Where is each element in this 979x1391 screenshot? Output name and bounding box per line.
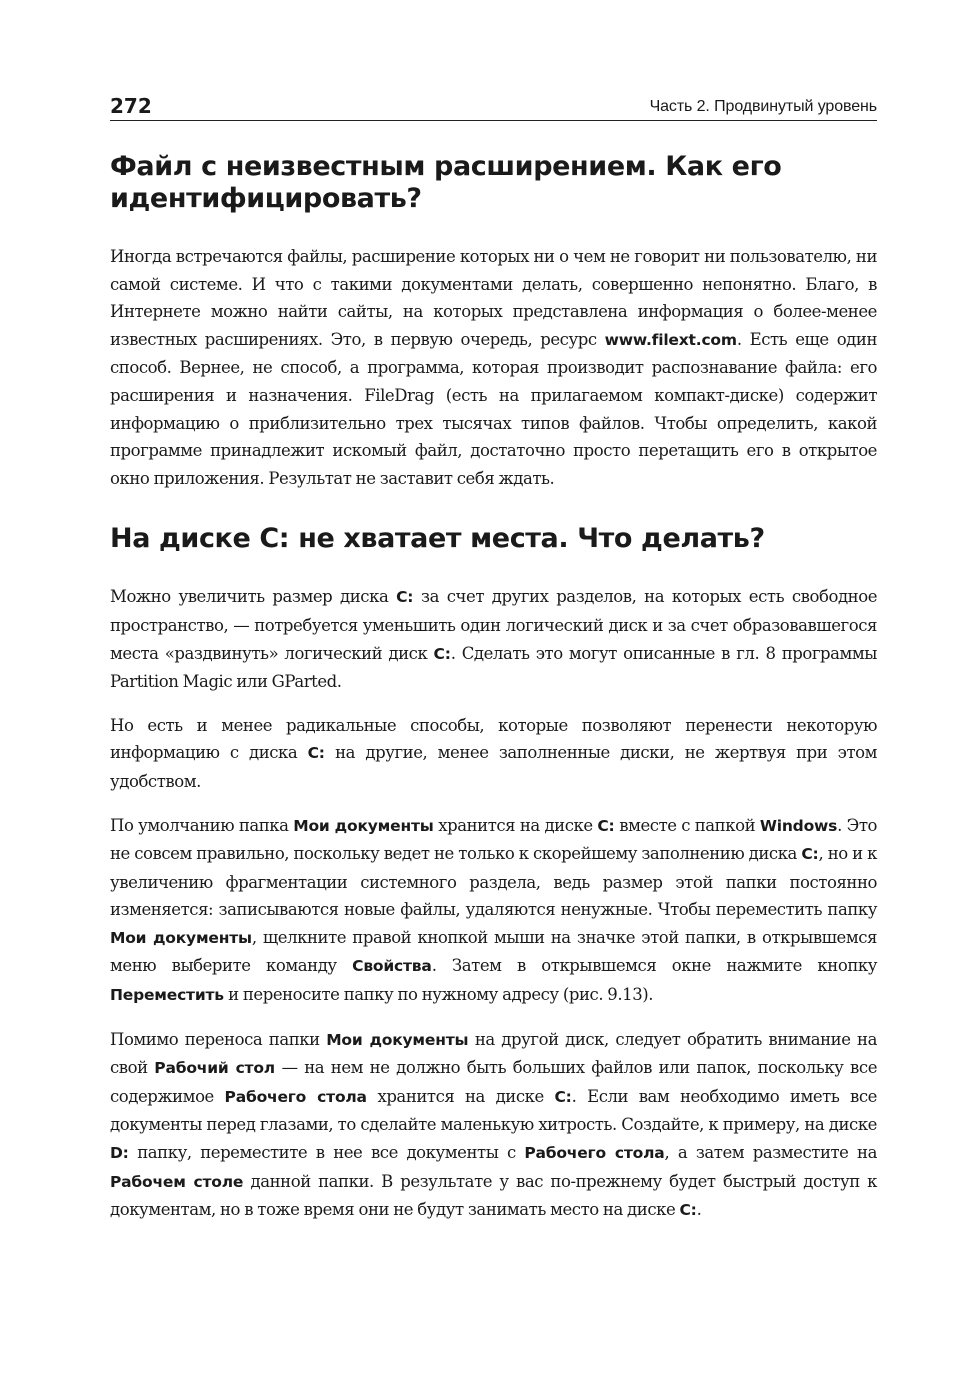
text-run: данной папки. В результате у вас по-прежнему будет быстрый доступ к документам, но в тоже время они не будут занимать место на диске [110, 1171, 877, 1220]
page-number: 272 [110, 94, 152, 118]
paragraph-resize-disk [110, 583, 877, 695]
folder-name: Рабочем столе [110, 1172, 244, 1191]
text-run: . Это не совсем правильно, поскольку ведет не только к скорейшему заполнению диска [110, 815, 877, 864]
book-page [110, 84, 877, 1241]
text-run: По умолчанию папка [110, 815, 294, 835]
paragraph-desktop-tip [110, 1026, 877, 1225]
paragraph-move-my-documents [110, 812, 877, 1010]
button-name: Переместить [110, 986, 224, 1005]
section-heading-unknown-extension: Файл с неизвестным расширением. Как его идентифицировать? [110, 151, 782, 214]
text-run: Иногда встречаются файлы, расширение которых ни о чем не говорит ни пользователю, ни самой системе. И что с такими документами делать, совершенно непонятно. Благо, в Интернете можно найти сайты, на которых представлена информация о более-менее известных расширениях. Это, в первую очередь, ресурс [110, 247, 877, 349]
drive-name: C: [307, 744, 325, 763]
folder-name: Рабочего стола [524, 1144, 665, 1163]
page-header [110, 84, 877, 121]
text-run: Но есть и менее радикальные способы, которые позволяют перенести некоторую информацию с диска [110, 715, 877, 763]
text-run: Помимо переноса папки [110, 1029, 327, 1049]
folder-name: Мои документы [110, 928, 252, 947]
drive-name: C: [597, 816, 615, 835]
drive-name: D: [110, 1144, 129, 1163]
running-head: Часть 2. Продвинутый уровень [649, 98, 877, 115]
text-run: — на нем не должно быть больших файлов или папок, поскольку все содержимое [110, 1058, 878, 1106]
folder-name: Windows [759, 816, 838, 835]
website-name: www.filext.com [604, 330, 737, 349]
text-run: на другой диск, следует обратить внимание на свой [110, 1029, 877, 1078]
folder-name: Рабочего стола [224, 1087, 367, 1106]
text-run: . Есть еще один способ. Вернее, не способ, а программа, которая производит распознавание файла: его расширения и назначения. FileDrag (есть на прилагаемом компакт-диске) содержит информацию о приблизительно трех тысячах типов файлов. Чтобы определить, какой программе принадлежит искомый файл, достаточно просто перетащить его в открытое окно приложения. Результат не заставит себя ждать. [110, 329, 877, 488]
text-run: . Затем в открывшемся окне нажмите кнопку [431, 956, 877, 976]
text-run: хранится на диске [366, 1086, 555, 1106]
folder-name: Мои документы [293, 816, 434, 835]
text-run: , но и к увеличению фрагментации системного раздела, ведь размер этой папки постоянно изменяется: записываются новые файлы, удаляются ненужные. Чтобы переместить папку [110, 844, 877, 920]
text-run: . Сделать это могут описанные в гл. 8 программы Partition Magic или GParted. [110, 643, 877, 692]
drive-name: C: [433, 644, 451, 663]
text-run: вместе с папкой [614, 815, 760, 835]
drive-name: C: [679, 1201, 697, 1220]
folder-name: Мои документы [326, 1030, 469, 1049]
command-name: Свойства [352, 957, 432, 976]
text-run: и переносите папку по нужному адресу (рис. 9.13). [223, 985, 654, 1005]
text-run: хранится на диске [433, 815, 598, 835]
paragraph-unknown-extension [110, 243, 877, 492]
text-run: . Если вам необходимо иметь все документы перед глазами, то сделайте маленькую хитрость. Создайте, к примеру, на диске [110, 1086, 877, 1135]
text-run: папку, переместите в нее все документы с [128, 1143, 525, 1163]
text-run: на другие, менее заполненные диски, не жертвуя при этом удобством. [110, 743, 877, 791]
text-run: , а затем разместите на [664, 1143, 877, 1163]
drive-name: C: [396, 588, 414, 607]
text-run: Можно увеличить размер диска [110, 587, 397, 607]
text-run: за счет других разделов, на которых есть свободное пространство, — потребуется уменьшить один логический диск и за счет образовавшегося места «раздвинуть» логический диск [110, 587, 878, 663]
text-run: , щелкните правой кнопкой мыши на значке этой папки, в открывшемся меню выберите команду [110, 927, 878, 976]
text-run: . [696, 1200, 702, 1220]
drive-name: C: [554, 1087, 572, 1106]
drive-name: C: [801, 845, 819, 864]
section-heading-disk-space: На диске C: не хватает места. Что делать? [110, 523, 765, 555]
paragraph-less-radical-ways [110, 712, 877, 796]
folder-name: Рабочий стол [154, 1059, 275, 1078]
